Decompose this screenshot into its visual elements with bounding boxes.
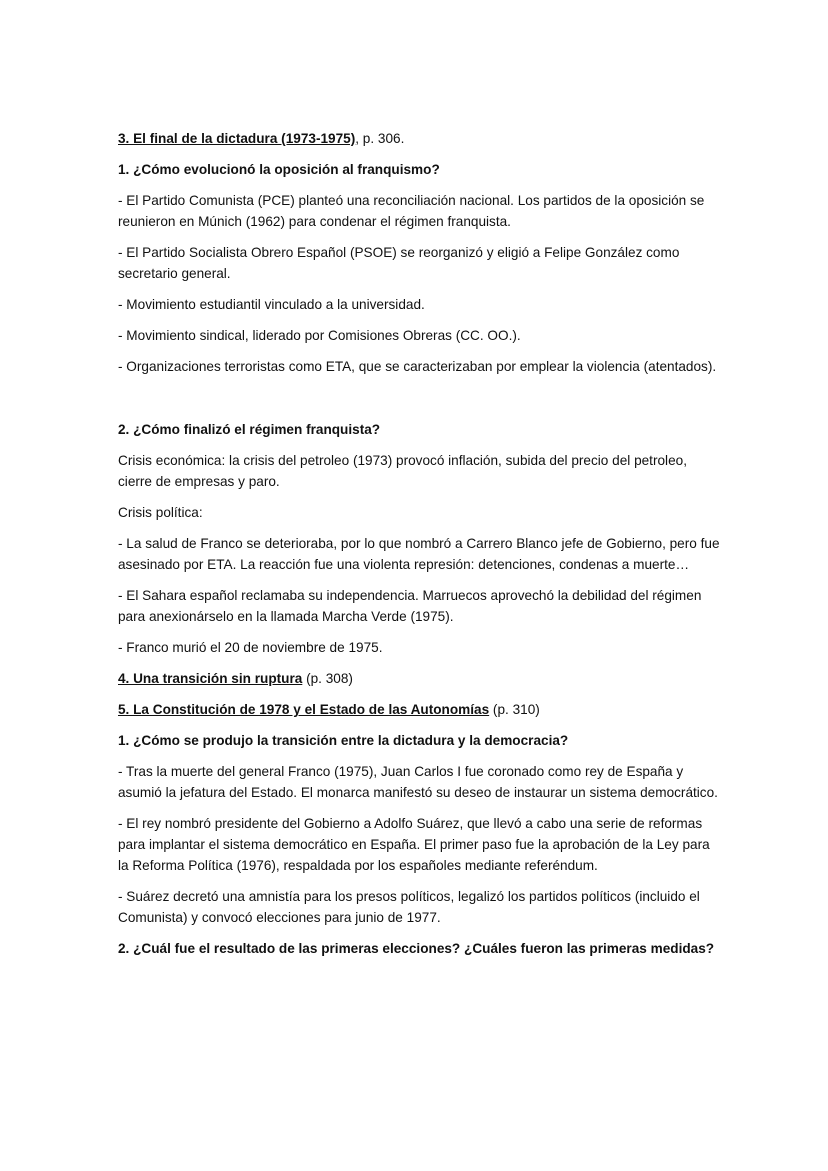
question-elections-heading: 2. ¿Cuál fue el resultado de las primeras elecciones? ¿Cuáles fueron las primeras medidas? xyxy=(118,941,715,956)
section-gap xyxy=(118,387,720,419)
opposition-item-students: - Movimiento estudiantil vinculado a la universidad. xyxy=(118,297,425,312)
section-3-title: 3. El final de la dictadura (1973-1975) xyxy=(118,131,356,146)
question-opposition-heading: 1. ¿Cómo evolucionó la oposición al franquismo? xyxy=(118,162,440,177)
transition-item-amnesty: - Suárez decretó una amnistía para los presos políticos, legalizó los partidos políticos (incluido el Comunista) y convocó elecciones para junio de 1977. xyxy=(118,889,700,925)
section-4-page-ref: (p. 308) xyxy=(302,671,353,686)
opposition-item-pce: - El Partido Comunista (PCE) planteó una reconciliación nacional. Los partidos de la oposición se reunieron en Múnich (1962) para condenar el régimen franquista. xyxy=(118,193,705,229)
section-4-title-line xyxy=(118,668,720,689)
political-crisis-label: Crisis política: xyxy=(118,505,203,520)
political-item-franco-death: - Franco murió el 20 de noviembre de 1975. xyxy=(118,640,383,655)
economic-crisis-paragraph: Crisis económica: la crisis del petroleo (1973) provocó inflación, subida del precio del petroleo, cierre de empresas y paro. xyxy=(118,453,687,489)
question-transition-heading: 1. ¿Cómo se produjo la transición entre la dictadura y la democracia? xyxy=(118,733,569,748)
opposition-item-unions: - Movimiento sindical, liderado por Comisiones Obreras (CC. OO.). xyxy=(118,328,521,343)
transition-item-suarez: - El rey nombró presidente del Gobierno a Adolfo Suárez, que llevó a cabo una serie de reformas para implantar el sistema democrático en España. El primer paso fue la aprobación de la Ley para la Reforma Política (1976), respaldada por los españoles mediante referéndum. xyxy=(118,816,710,873)
section-5-title-line xyxy=(118,699,720,720)
section-5-title: 5. La Constitución de 1978 y el Estado de las Autonomías xyxy=(118,702,490,717)
section-3-title-line xyxy=(118,128,720,149)
opposition-item-eta: - Organizaciones terroristas como ETA, que se caracterizaban por emplear la violencia (atentados). xyxy=(118,359,717,374)
transition-item-juan-carlos: - Tras la muerte del general Franco (1975), Juan Carlos I fue coronado como rey de España y asumió la jefatura del Estado. El monarca manifestó su deseo de instaurar un sistema democrático. xyxy=(118,764,718,800)
section-5-page-ref: (p. 310) xyxy=(489,702,540,717)
political-item-carrero: - La salud de Franco se deterioraba, por lo que nombró a Carrero Blanco jefe de Gobierno, pero fue asesinado por ETA. La reacción fue una violenta represión: detenciones, condenas a muerte… xyxy=(118,536,720,572)
question-end-regime-heading: 2. ¿Cómo finalizó el régimen franquista? xyxy=(118,422,381,437)
section-3-page-ref: , p. 306. xyxy=(355,131,405,146)
section-4-title: 4. Una transición sin ruptura xyxy=(118,671,303,686)
political-item-sahara: - El Sahara español reclamaba su independencia. Marruecos aprovechó la debilidad del régimen para anexionárselo en la llamada Marcha Verde (1975). xyxy=(118,588,702,624)
opposition-item-psoe: - El Partido Socialista Obrero Español (PSOE) se reorganizó y eligió a Felipe González como secretario general. xyxy=(118,245,680,281)
